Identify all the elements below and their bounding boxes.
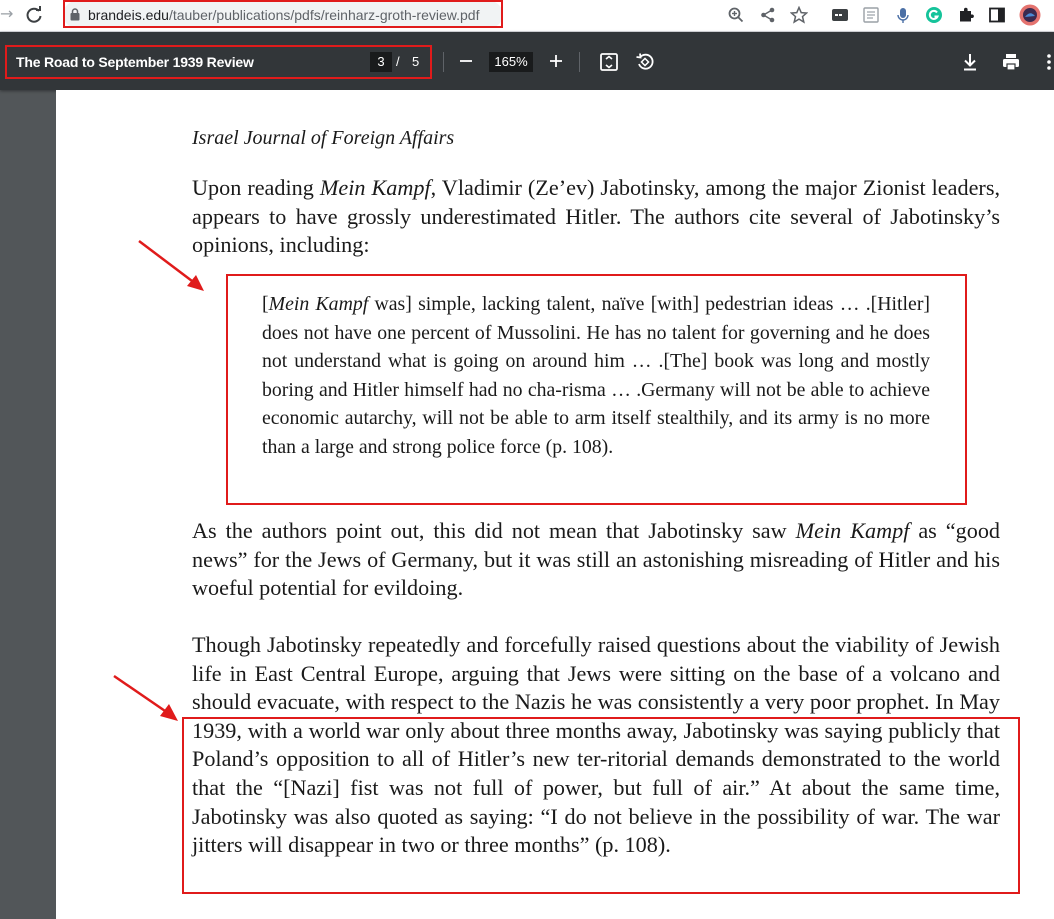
annotation-arrow-icon [111, 673, 181, 725]
paragraph-1: Upon reading Mein Kampf, Vladimir (Ze’ev) Jabotinsky, among the major Zionist leaders, appears to have grossly underestimated Hitler. The authors cite several of Jabotinsky’s opinions, including: [192, 175, 1000, 258]
reader-icon[interactable] [862, 6, 880, 24]
reload-icon[interactable] [24, 5, 44, 25]
annotation-arrow-icon [136, 238, 208, 296]
paragraph-3: Though Jabotinsky repeatedly and forcefully raised questions about the viability of Jewish life in East Central Europe, arguing that Jews were sitting on the base of a volcano and should evacuate, with respect to the Nazis he was consistently a very poor prophet. In May 1939, with a world war only about three months away, Jabotinsky was saying publicly that Poland’s opposition to all of Hitler’s new ter-ritorial demands demonstrated to the world that the “[Nazi] fist was not full of power, but full of air.” At about the same time, Jabotinsky was also quoted as saying: “I do not believe in the possibility of war. The war jitters will disappear in two or three months” (p. 108). [192, 632, 1000, 858]
more-icon[interactable] [1042, 51, 1054, 73]
puzzle-icon[interactable] [957, 6, 975, 24]
rotate-icon[interactable] [634, 51, 656, 73]
book-title: Mein Kampf [795, 518, 910, 543]
download-icon[interactable] [959, 51, 981, 73]
book-title: Mein Kampf [319, 175, 431, 200]
url-path: /tauber/publications/pdfs/reinharz-groth-review.pdf [168, 7, 480, 23]
toolbar-divider [579, 52, 580, 72]
share-icon[interactable] [759, 6, 777, 24]
forward-icon[interactable]: → [0, 4, 14, 23]
zoom-in-icon[interactable] [545, 50, 567, 72]
mic-icon[interactable] [894, 6, 912, 24]
star-icon[interactable] [790, 6, 808, 24]
extension-icon[interactable] [831, 6, 849, 24]
browser-toolbar [0, 0, 1054, 32]
page-separator: / [396, 54, 400, 69]
paragraph-2: As the authors point out, this did not mean that Jabotinsky saw Mein Kampf as “good news” for the Jews of Germany, but it was still an astonishing misreading of Hitler and his woeful potential for evildoing. [192, 518, 1001, 601]
zoom-level-input[interactable]: 165% [489, 52, 533, 72]
zoom-out-icon[interactable] [455, 50, 477, 72]
grammarly-icon[interactable] [925, 6, 943, 24]
book-title: Mein Kampf [268, 293, 369, 315]
block-quote: [Mein Kampf was] simple, lacking talent, naïve [with] pedestrian ideas … .[Hitler] does not have one percent of Mussolini. He has no talent for governing and he does not understand what is going on around him … .[The] book was long and mostly boring and Hitler himself had no cha-risma … .Germany will not be able to achieve economic autarchy, will not be able to arm itself stealthily, and its army is no more than a large and strong police force (p. 108). [262, 293, 930, 458]
paragraph-highlight-box [182, 717, 1020, 894]
zoom-icon[interactable] [727, 6, 745, 24]
fit-page-icon[interactable] [598, 51, 620, 73]
sidepanel-icon[interactable] [988, 6, 1006, 24]
document-title: The Road to September 1939 Review [16, 54, 254, 70]
profile-avatar[interactable] [1019, 4, 1041, 26]
journal-header: Israel Journal of Foreign Affairs [192, 127, 455, 149]
page-number-input[interactable]: 3 [370, 52, 392, 72]
toolbar-divider [443, 52, 444, 72]
quote-highlight-box [226, 274, 967, 505]
url-highlight-box [63, 0, 503, 28]
print-icon[interactable] [1000, 51, 1022, 73]
page-total: 5 [412, 54, 420, 69]
url-host: brandeis.edu [88, 7, 169, 23]
